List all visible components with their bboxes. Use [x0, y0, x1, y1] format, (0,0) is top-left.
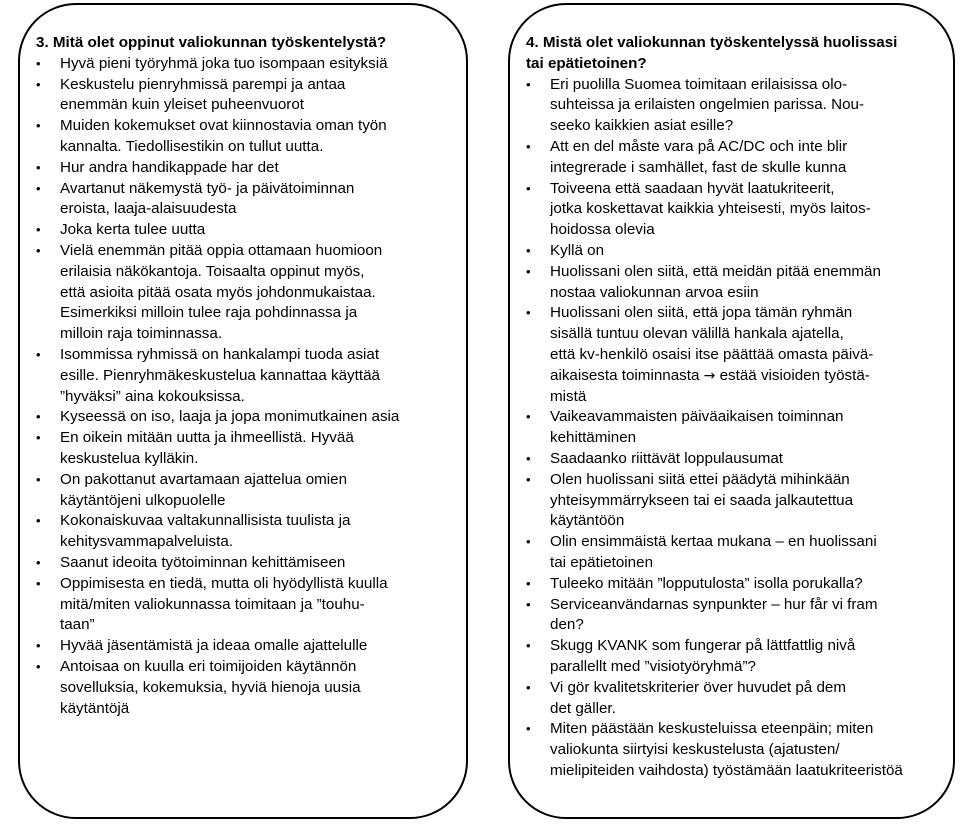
list-item — [36, 407, 456, 428]
list-item-line: nostaa valiokunnan arvoa esiin — [550, 283, 759, 301]
list-item-line: Keskustelu pienryhmissä parempi ja antaa — [60, 75, 346, 93]
list-item-line: ”hyväksi” aina kokouksissa. — [60, 387, 245, 405]
list-item-line: den? — [550, 616, 584, 634]
list-item-line: On pakottanut avartamaan ajattelua omien — [60, 470, 348, 488]
list-item-line: parallellt med ”visiotyöryhmä”? — [550, 657, 756, 675]
list-item-line: Vielä enemmän pitää oppia ottamaan huomioon — [60, 241, 383, 259]
list-item-line: Muiden kokemukset ovat kiinnostavia oman työn — [60, 117, 387, 135]
list-item-text: estää visioiden työstä- — [715, 366, 870, 384]
list-item — [36, 75, 456, 117]
bullet-icon: • — [36, 159, 41, 175]
list-item-line: yhteisymmärrykseen tai ei saada jalkautettua — [550, 491, 854, 509]
list-item — [36, 470, 456, 512]
list-item-line: Huolissani olen siitä, että jopa tämän ryhmän — [550, 304, 853, 322]
right-heading-line: tai epätietoinen? — [526, 54, 647, 72]
list-item-line: Hyvä pieni työryhmä joka tuo isompaan esityksiä — [60, 54, 388, 72]
bullet-icon: • — [36, 638, 41, 654]
bullet-icon: • — [526, 638, 531, 654]
list-item — [526, 719, 938, 781]
list-item-line: mitä/miten valiokunnassa toimitaan ja ”touhu- — [60, 595, 365, 613]
list-item — [36, 54, 456, 75]
list-item-line — [550, 366, 938, 387]
list-item-line: esille. Pienryhmäkeskustelua kannattaa käyttää — [60, 366, 380, 384]
bullet-icon: • — [526, 409, 531, 425]
list-item-line: Joka kerta tulee uutta — [60, 221, 206, 239]
list-item — [526, 574, 938, 595]
list-item-line: Olen huolissani siitä ettei päädytä mihinkään — [550, 470, 850, 488]
list-item-line: että asioita pitää osata myös johdonmukaistaa. — [60, 283, 376, 301]
list-item-line: enemmän kuin yleiset puheenvuorot — [60, 96, 304, 114]
list-item — [36, 179, 456, 221]
bullet-icon: • — [36, 55, 41, 71]
list-item-line: kannalta. Tiedollisestikin on tullut uutta. — [60, 137, 324, 155]
bullet-icon: • — [526, 76, 531, 92]
list-item — [36, 345, 456, 407]
left-heading: 3. Mitä olet oppinut valiokunnan työskentelystä? — [36, 34, 387, 51]
list-item-line: seeko kaikkien asiat esille? — [550, 117, 734, 135]
right-heading — [526, 33, 938, 75]
list-item-line: Huolissani olen siitä, että meidän pitää enemmän — [550, 262, 881, 280]
list-item — [526, 449, 938, 470]
bullet-icon: • — [36, 222, 41, 238]
list-item — [526, 241, 938, 262]
list-item-line: käytäntöjeni ulkopuolelle — [60, 491, 226, 509]
bullet-icon: • — [36, 430, 41, 446]
list-item — [36, 158, 456, 179]
list-item-line: Antoisaa on kuulla eri toimijoiden käytännön — [60, 657, 357, 675]
list-item-line: käytäntöjä — [60, 699, 130, 717]
bullet-icon: • — [526, 679, 531, 695]
bullet-icon: • — [526, 534, 531, 550]
list-item-line: integrerade i samhället, fast de skulle kunna — [550, 158, 847, 176]
list-item — [36, 657, 456, 719]
list-item-text: aikaisesta toiminnasta — [550, 366, 704, 384]
list-item-line: sovelluksia, kokemuksia, hyviä hienoja uusia — [60, 678, 361, 696]
list-item-line: Eri puolilla Suomea toimitaan erilaisissa olo- — [550, 75, 848, 93]
bullet-icon: • — [526, 242, 531, 258]
list-item — [526, 179, 938, 241]
bullet-icon: • — [526, 575, 531, 591]
bullet-icon: • — [36, 180, 41, 196]
bullet-icon: • — [526, 180, 531, 196]
list-item-line: Saanut ideoita työtoiminnan kehittämiseen — [60, 553, 346, 571]
right-panel-content — [526, 33, 938, 782]
list-item-line: Vi gör kvalitetskriterier över huvudet på dem — [550, 678, 847, 696]
list-item-line: kehittäminen — [550, 429, 637, 447]
list-item — [526, 75, 938, 137]
list-item — [526, 532, 938, 574]
bullet-icon: • — [36, 118, 41, 134]
bullet-icon: • — [526, 471, 531, 487]
list-item-line: Kokonaiskuvaa valtakunnallisista tuulista ja — [60, 512, 351, 530]
bullet-icon: • — [526, 138, 531, 154]
bullet-icon: • — [526, 596, 531, 612]
list-item — [526, 137, 938, 179]
list-item — [36, 220, 456, 241]
bullet-icon: • — [36, 242, 41, 258]
list-item-line: Isommissa ryhmissä on hankalampi tuoda asiat — [60, 345, 380, 363]
list-item-line: Saadaanko riittävät loppulausumat — [550, 449, 784, 467]
list-item — [36, 636, 456, 657]
list-item — [36, 511, 456, 553]
list-item-line: Hur andra handikappade har det — [60, 158, 279, 176]
bullet-icon: • — [36, 471, 41, 487]
list-item — [526, 678, 938, 720]
list-item-line: Miten päästään keskusteluissa eteenpäin; miten — [550, 720, 874, 738]
list-item-line: Toiveena että saadaan hyvät laatukriteerit, — [550, 179, 835, 197]
list-item-line: Kyllä on — [550, 241, 605, 259]
list-item — [36, 241, 456, 345]
arrow-right-icon: → — [703, 367, 716, 384]
list-item-line: Vaikeavammaisten päiväaikaisen toiminnan — [550, 408, 844, 426]
bullet-icon: • — [36, 513, 41, 529]
bullet-icon: • — [526, 721, 531, 737]
list-item-line: hoidossa olevia — [550, 221, 655, 239]
bullet-icon: • — [526, 305, 531, 321]
list-item-line: mielipiteiden vaihdosta) työstämään laatukriteeristöä — [550, 761, 903, 779]
list-item-line: det gäller. — [550, 699, 616, 717]
list-item-line: taan” — [60, 616, 95, 634]
right-bullet-list — [526, 75, 938, 782]
list-item — [36, 428, 456, 470]
list-item — [526, 303, 938, 407]
list-item — [36, 574, 456, 636]
right-heading-line: 4. Mistä olet valiokunnan työskentelyssä huolissasi — [526, 34, 898, 51]
list-item-line: jotka koskettavat kaikkia yhteisesti, myös laitos- — [550, 200, 871, 218]
list-item-line: keskustelua kylläkin. — [60, 449, 199, 467]
list-item — [36, 553, 456, 574]
bullet-icon: • — [36, 346, 41, 362]
list-item-line: mistä — [550, 387, 587, 405]
list-item-line: milloin raja toiminnassa. — [60, 325, 223, 343]
bullet-icon: • — [36, 409, 41, 425]
list-item-line: suhteissa ja erilaisten ongelmien parissa. Nou- — [550, 96, 865, 114]
list-item-line: eroista, laaja-alaisuudesta — [60, 200, 237, 218]
bullet-icon: • — [526, 263, 531, 279]
list-item-line: Att en del måste vara på AC/DC och inte blir — [550, 137, 848, 155]
list-item — [526, 407, 938, 449]
list-item-line: Avartanut näkemystä työ- ja päivätoiminnan — [60, 179, 355, 197]
bullet-icon: • — [526, 450, 531, 466]
list-item — [36, 116, 456, 158]
list-item-line: valiokunta siirtyisi keskustelusta (ajatusten/ — [550, 741, 840, 759]
left-bullet-list — [36, 54, 456, 720]
list-item-line: Olin ensimmäistä kertaa mukana – en huolissani — [550, 533, 877, 551]
bullet-icon: • — [36, 76, 41, 92]
list-item-line: Oppimisesta en tiedä, mutta oli hyödyllistä kuulla — [60, 574, 388, 592]
list-item-line: käytäntöön — [550, 512, 625, 530]
list-item-line: erilaisia näkökantoja. Toisaalta oppinut myös, — [60, 262, 365, 280]
list-item-line: Kyseessä on iso, laaja ja jopa monimutkainen asia — [60, 408, 400, 426]
list-item-line: tai epätietoinen — [550, 553, 654, 571]
list-item-line: että kv-henkilö osaisi itse päättää omasta päivä- — [550, 345, 874, 363]
list-item — [526, 262, 938, 304]
list-item — [526, 595, 938, 637]
bullet-icon: • — [36, 575, 41, 591]
list-item — [526, 470, 938, 532]
list-item-line: Hyvää jäsentämistä ja ideaa omalle ajattelulle — [60, 637, 368, 655]
list-item-line: Skugg KVANK som fungerar på lättfattlig nivå — [550, 637, 856, 655]
list-item-line: En oikein mitään uutta ja ihmeellistä. Hyvää — [60, 429, 354, 447]
list-item-line: Esimerkiksi milloin tulee raja pohdinnassa ja — [60, 304, 358, 322]
left-panel-content — [36, 33, 456, 719]
list-item-line: Serviceanvändarnas synpunkter – hur får vi fram — [550, 595, 878, 613]
list-item — [526, 636, 938, 678]
bullet-icon: • — [36, 554, 41, 570]
list-item-line: kehitysvammapalveluista. — [60, 533, 234, 551]
list-item-line: sisällä tuntuu olevan välillä hankala ajatella, — [550, 325, 844, 343]
bullet-icon: • — [36, 658, 41, 674]
list-item-line: Tuleeko mitään ”lopputulosta” isolla porukalla? — [550, 574, 863, 592]
